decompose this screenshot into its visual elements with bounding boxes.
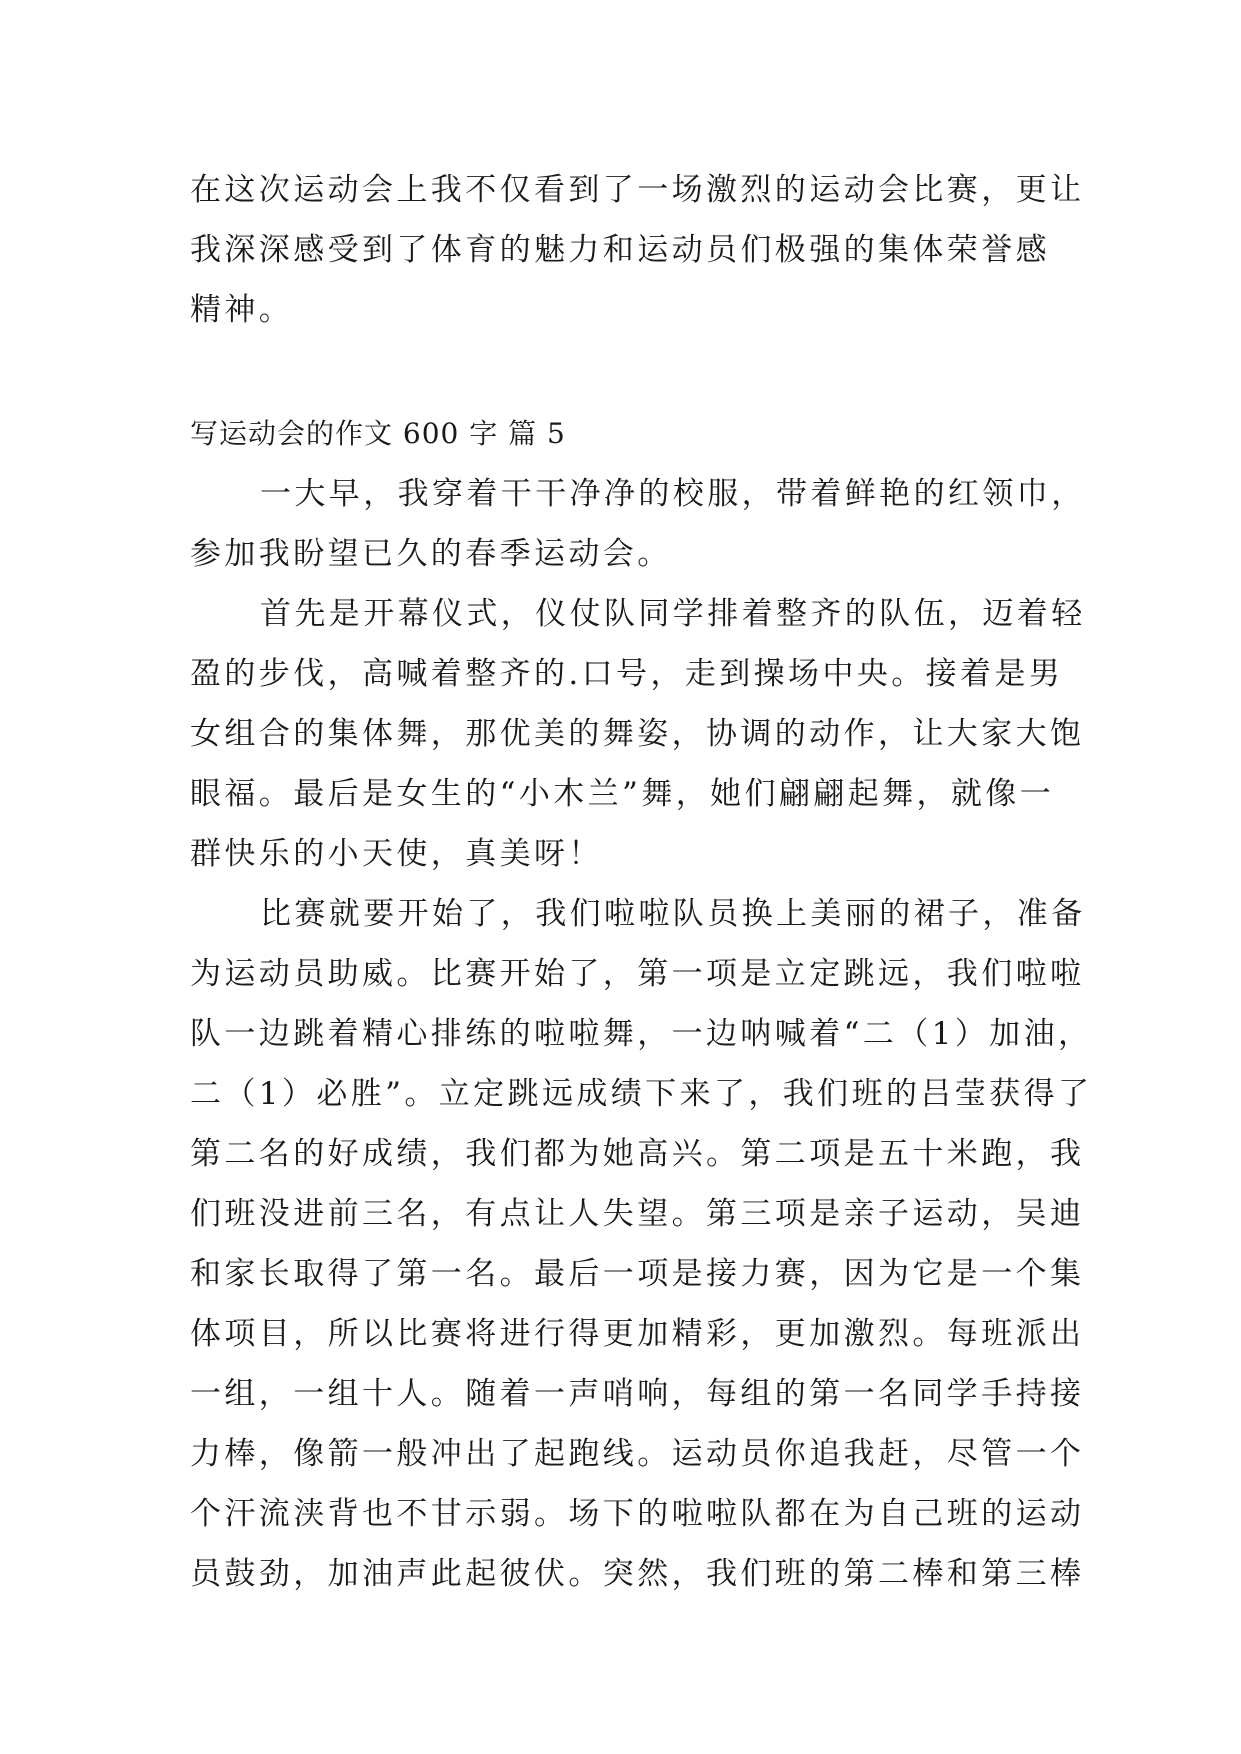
text-line: 第二名的好成绩，我们都为她高兴。第二项是五十米跑，我	[190, 1136, 1085, 1172]
text-line: 力棒，像箭一般冲出了起跑线。运动员你追我赶，尽管一个	[190, 1436, 1085, 1472]
document-body	[190, 160, 1093, 1604]
section-heading: 写运动会的作文 600 字 篇 5	[190, 417, 566, 450]
paragraph-3	[190, 884, 1093, 1604]
text-line: 比赛就要开始了，我们啦啦队员换上美丽的裙子，准备	[260, 896, 1086, 932]
text-line: 参加我盼望已久的春季运动会。	[190, 536, 672, 572]
text-line: 在这次运动会上我不仅看到了一场激烈的运动会比赛，更让	[190, 172, 1085, 208]
text-line: 眼福。最后是女生的“小木兰”舞，她们翩翩起舞，就像一	[190, 776, 1055, 812]
text-line: 们班没进前三名，有点让人失望。第三项是亲子运动，吴迪	[190, 1196, 1085, 1232]
text-line: 二（1）必胜”。立定跳远成绩下来了，我们班的吕莹获得了	[190, 1076, 1093, 1112]
text-line: 为运动员助威。比赛开始了，第一项是立定跳远，我们啦啦	[190, 956, 1085, 992]
text-line: 一组，一组十人。随着一声哨响，每组的第一名同学手持接	[190, 1376, 1085, 1412]
text-line: 员鼓劲，加油声此起彼伏。突然，我们班的第二棒和第三棒	[190, 1556, 1085, 1592]
text-line: 我深深感受到了体育的魅力和运动员们极强的集体荣誉感	[190, 232, 1050, 268]
text-line: 一大早，我穿着干干净净的校服，带着鲜艳的红领巾，	[260, 476, 1086, 512]
text-line: 队一边跳着精心排练的啦啦舞，一边呐喊着“二（1）加油，	[190, 1016, 1093, 1052]
text-line: 精神。	[190, 292, 294, 328]
text-line: 体项目，所以比赛将进行得更加精彩，更加激烈。每班派出	[190, 1316, 1085, 1352]
text-line: 首先是开幕仪式，仪仗队同学排着整齐的队伍，迈着轻	[260, 596, 1086, 632]
paragraph-1	[190, 464, 1086, 584]
text-line: 群快乐的小天使，真美呀！	[190, 836, 603, 872]
text-line: 盈的步伐，高喊着整齐的.口号，走到操场中央。接着是男	[190, 656, 1064, 692]
text-line: 女组合的集体舞，那优美的舞姿，协调的动作，让大家大饱	[190, 716, 1085, 752]
text-line: 和家长取得了第一名。最后一项是接力赛，因为它是一个集	[190, 1256, 1085, 1292]
paragraph-2	[190, 584, 1086, 884]
intro-paragraph	[190, 160, 1085, 340]
text-line: 个汗流浃背也不甘示弱。场下的啦啦队都在为自己班的运动	[190, 1496, 1085, 1532]
